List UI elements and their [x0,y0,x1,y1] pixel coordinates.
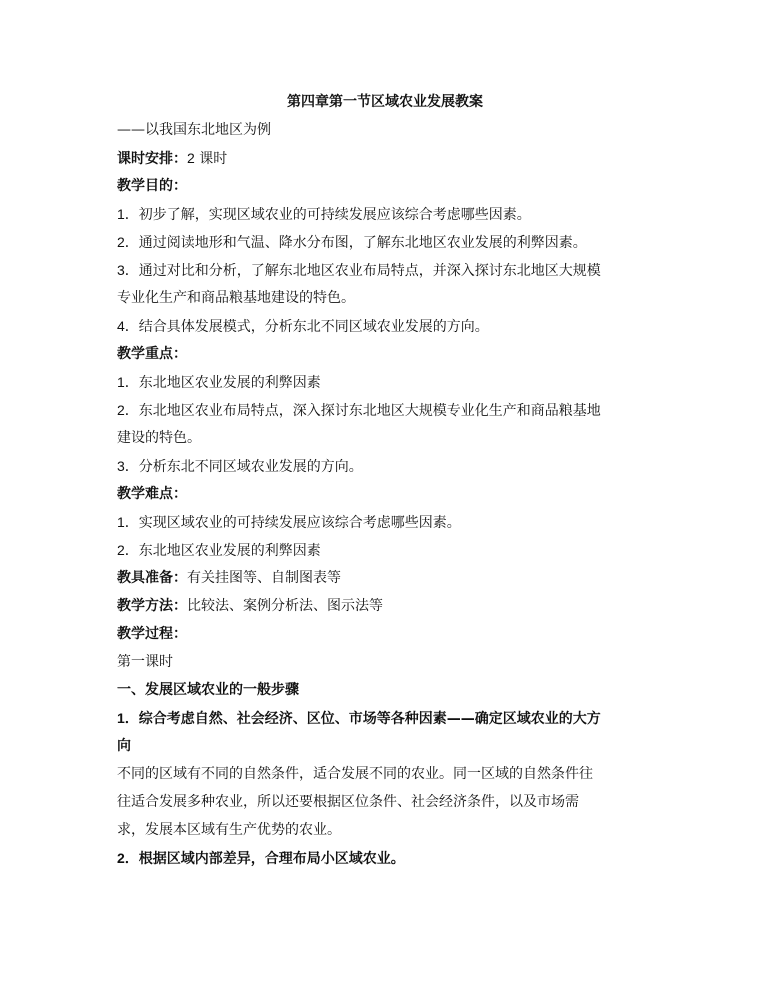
tools-label: 教具准备： [117,570,187,586]
section-heading: 一、发展区域农业的一般步骤 [117,682,299,698]
key-point-num: 1． [117,374,139,390]
objective-item [117,261,601,280]
key-point-num: 2． [117,402,139,418]
difficulties-heading: 教学难点： [117,486,187,502]
difficulty-text: 东北地区农业发展的利弊因素 [138,543,321,559]
process-heading: 教学过程： [117,626,187,642]
tools-line [117,569,341,587]
objective-text: 通过对比和分析，了解东北地区农业布局特点，并深入探讨东北地区大规模 [138,263,601,279]
difficulty-num: 1． [117,514,139,530]
key-point-text: 东北地区农业发展的利弊因素 [138,375,321,391]
key-points-heading: 教学重点： [117,346,187,362]
objective-text: 通过阅读地形和气温、降水分布图，了解东北地区农业发展的利弊因素。 [138,235,587,251]
objective-num: 1． [117,206,139,222]
key-point-continuation: 建设的特色。 [117,430,201,446]
schedule-num: 2 [187,150,195,166]
page-title: 第四章第一节区域农业发展教案 [287,94,483,110]
objective-text: 结合具体发展模式，分析东北不同区域农业发展的方向。 [138,319,489,335]
schedule-unit: 课时 [194,151,228,167]
methods-line [117,597,383,615]
key-point-item [117,373,321,392]
step-num: 2． [117,850,139,866]
methods-text: 比较法、案例分析法、图示法等 [187,598,383,614]
difficulty-item [117,541,321,560]
objective-num: 3． [117,262,139,278]
difficulty-num: 2． [117,542,139,558]
key-point-text: 分析东北不同区域农业发展的方向。 [138,459,363,475]
objective-num: 2． [117,234,139,250]
objective-num: 4． [117,318,139,334]
step-text: 综合考虑自然、社会经济、区位、市场等各种因素——确定区域农业的大方 [138,711,601,727]
objective-item [117,205,531,224]
lesson-label: 第一课时 [117,654,173,670]
step-1 [117,709,601,728]
objective-item [117,233,587,252]
key-point-text: 东北地区农业布局特点，深入探讨东北地区大规模专业化生产和商品粮基地 [138,403,601,419]
step-1-continuation: 向 [117,738,131,754]
difficulty-text: 实现区域农业的可持续发展应该综合考虑哪些因素。 [138,515,461,531]
objective-continuation: 专业化生产和商品粮基地建设的特色。 [117,290,355,306]
subtitle: ——以我国东北地区为例 [117,122,271,138]
methods-label: 教学方法： [117,598,187,614]
paragraph-line: 不同的区域有不同的自然条件，适合发展不同的农业。同一区域的自然条件往 [117,766,593,782]
key-point-num: 3． [117,458,139,474]
difficulty-item [117,513,461,532]
key-point-item [117,401,601,420]
objectives-heading: 教学目的： [117,178,187,194]
paragraph-line: 求，发展本区域有生产优势的农业。 [117,822,341,838]
objective-text: 初步了解，实现区域农业的可持续发展应该综合考虑哪些因素。 [138,207,531,223]
key-point-item [117,457,363,476]
step-num: 1． [117,710,139,726]
step-text: 根据区域内部差异，合理布局小区域农业。 [138,851,405,867]
schedule-label: 课时安排： [117,151,187,167]
tools-text: 有关挂图等、自制图表等 [187,570,341,586]
step-2 [117,849,405,868]
objective-item [117,317,489,336]
paragraph-line: 往适合发展多种农业，所以还要根据区位条件、社会经济条件，以及市场需 [117,794,579,810]
schedule-line [117,149,227,168]
